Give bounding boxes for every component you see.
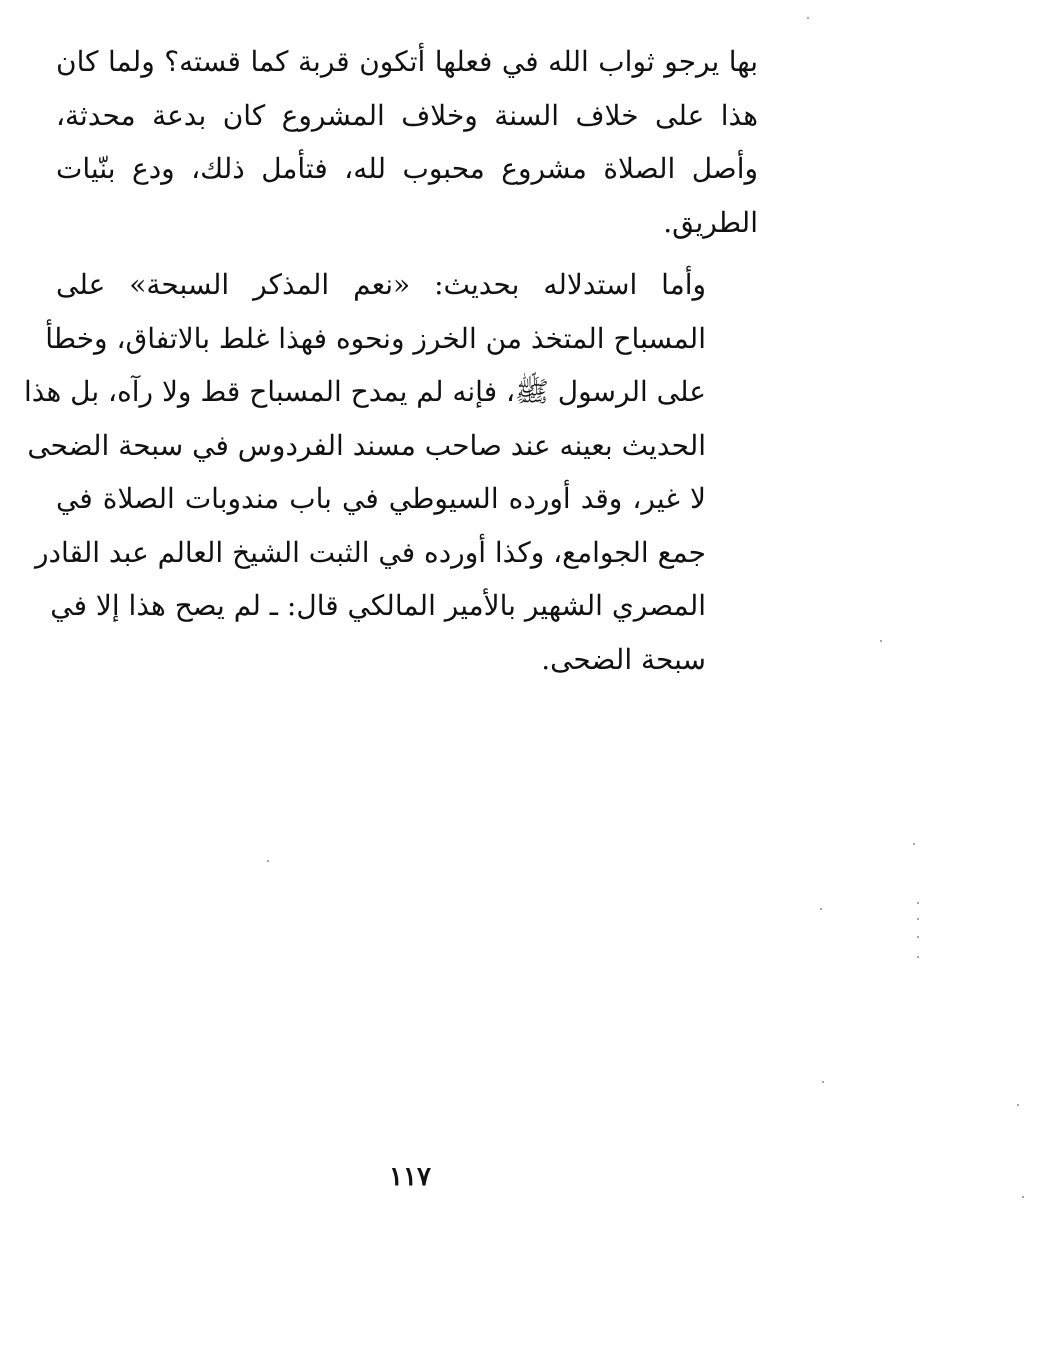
text-line: لا غير، وقد أورده السيوطي في باب مندوبات الصلاة في xyxy=(56,482,706,515)
text-line: وأصل الصلاة مشروع محبوب لله، فتأمل ذلك، ودع بنّيات xyxy=(56,152,758,185)
text-line: الطريق. xyxy=(663,205,758,239)
scan-speck xyxy=(917,956,919,958)
text-line: جمع الجوامع، وكذا أورده في الثبت الشيخ العالم عبد القادر xyxy=(35,535,706,569)
scan-speck xyxy=(880,640,882,642)
text-line: على الرسول ﷺ، فإنه لم يمدح المسباح قط ولا رآه، بل هذا xyxy=(24,375,706,408)
scan-speck xyxy=(1022,1196,1024,1198)
page-number: ١١٧ xyxy=(389,1162,431,1192)
text-line: بها يرجو ثواب الله في فعلها أتكون قربة كما قسته؟ ولما كان xyxy=(56,45,758,78)
scan-speck xyxy=(807,17,809,19)
scan-speck xyxy=(913,843,915,845)
text-line: الحديث بعينه عند صاحب مسند الفردوس في سبحة الضحى xyxy=(27,428,706,462)
scan-speck xyxy=(822,1081,824,1083)
scan-speck xyxy=(917,902,919,904)
text-line: وأما استدلاله بحديث: «نعم المذكر السبحة» على xyxy=(56,268,706,301)
text-line: سبحة الضحى. xyxy=(541,642,706,676)
scan-speck xyxy=(917,936,919,938)
text-line: هذا على خلاف السنة وخلاف المشروع كان بدعة محدثة، xyxy=(56,98,758,132)
text-line: المصري الشهير بالأمير المالكي قال: ـ لم يصح هذا إلا في xyxy=(50,589,706,622)
scan-speck xyxy=(917,918,919,920)
scan-speck xyxy=(820,908,822,910)
paragraph-2 xyxy=(24,258,758,686)
paragraph-1 xyxy=(56,35,758,249)
text-line: المسباح المتخذ من الخرز ونحوه فهذا غلط بالاتفاق، وخطأ xyxy=(45,321,706,355)
scan-speck xyxy=(1017,1104,1019,1106)
scan-speck xyxy=(267,860,269,862)
